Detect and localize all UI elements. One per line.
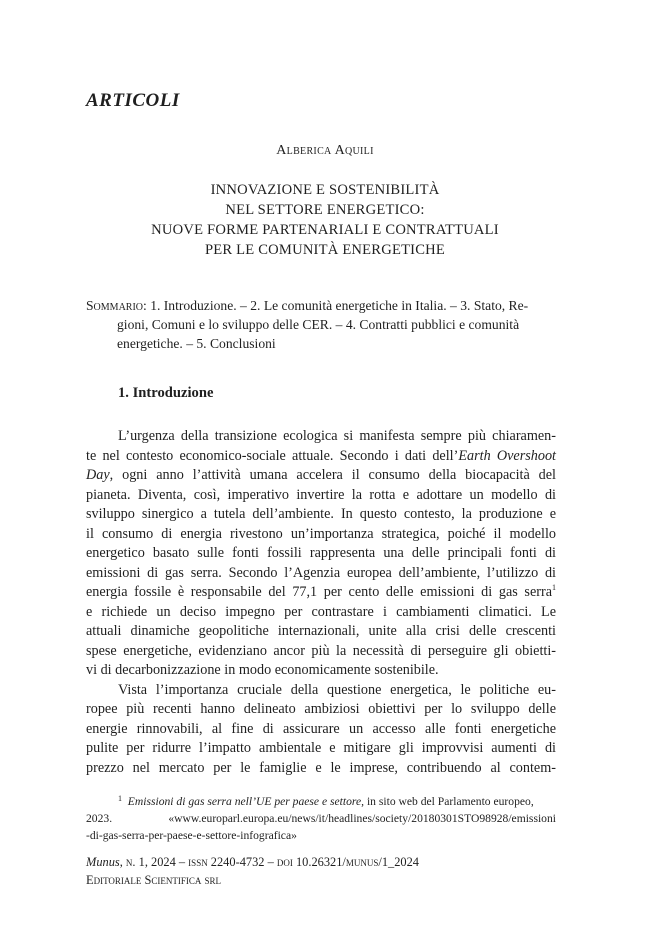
body-italic-run: Day xyxy=(86,467,110,483)
body-text-run: , ogni anno l’attività umana accelera il consumo della biocapacità del xyxy=(109,467,556,483)
body-line: energetico basato sulle fonti fossili rappresenta una delle principali fonti di xyxy=(86,545,556,561)
publisher: Editoriale Scientifica srl xyxy=(86,873,221,887)
summary-line: gioni, Comuni e lo sviluppo delle CER. – 4. Contratti pubblici e comunità xyxy=(117,317,520,332)
body-line: L’urgenza della transizione ecologica si manifesta sempre più chiaramen- xyxy=(118,428,556,444)
title-line: NUOVE FORME PARTENARIALI E CONTRATTUALI xyxy=(151,222,499,238)
body-line xyxy=(86,466,556,486)
footnote-line[interactable]: -di-gas-serra-per-paese-e-settore-infografica» xyxy=(86,829,297,842)
footnote-italic: Emissioni di gas serra nell’UE per paese e settore, xyxy=(127,795,365,808)
colophon xyxy=(86,853,419,889)
body-line: spese energetiche, evidenziano ancor più la necessità di perseguire gli obietti- xyxy=(86,642,556,659)
footnote-number: 1 xyxy=(118,794,122,803)
footnote-line[interactable]: 2023. «www.europarl.europa.eu/news/it/headlines/society/20180301STO98928/emissioni xyxy=(86,812,556,825)
body-line: vi di decarbonizzazione in modo economicamente sostenibile. xyxy=(86,662,439,678)
footnote xyxy=(86,793,556,844)
footnote-line xyxy=(86,793,556,810)
article-title xyxy=(100,180,550,260)
title-line: INNOVAZIONE E SOSTENIBILITÀ xyxy=(210,182,440,198)
body-text xyxy=(86,427,556,778)
title-line: NEL SETTORE ENERGETICO: xyxy=(225,202,425,218)
summary-label: Sommario xyxy=(86,298,144,313)
section-label: ARTICOLI xyxy=(86,90,180,111)
body-line: il consumo di energia rivestono un’importanza strategica, poiché il modello xyxy=(86,525,556,542)
body-line xyxy=(86,447,556,467)
summary-line: energetiche. – 5. Conclusioni xyxy=(117,336,276,351)
body-italic-run: Earth Overshoot xyxy=(458,447,556,464)
summary xyxy=(86,296,556,353)
body-text-run: energia fossile è responsabile del 77,1 per cento delle emissioni di gas serra xyxy=(86,584,552,600)
body-line: sviluppo sinergico a tutela dell’ambiente. In questo contesto, la produzione e xyxy=(86,506,556,522)
body-line: pianeta. Diventa, così, imperativo invertire la rotta e adottare un modello di xyxy=(86,486,556,503)
journal-details: , n. 1, 2024 – issn 2240-4732 – doi 10.26321/munus/1_2024 xyxy=(119,855,419,869)
body-line: e richiede un deciso impegno per contrastare i cambiamenti climatici. Le xyxy=(86,603,556,620)
body-line: attuali dinamiche geopolitiche internazionali, unite alla crisi delle crescenti xyxy=(86,623,556,639)
body-line: prezzo nel mercato per le famiglie e le imprese, contribuendo al contem- xyxy=(86,759,556,776)
body-line: ropee più recenti hanno delineato ambiziosi obiettivi per lo sviluppo delle xyxy=(86,701,556,717)
body-line: Vista l’importanza cruciale della questione energetica, le politiche eu- xyxy=(118,681,556,698)
footnote-ref[interactable]: 1 xyxy=(552,583,556,592)
body-line: energie rinnovabili, al fine di assicurare un accesso alle fonti energetiche xyxy=(86,720,556,737)
body-line: emissioni di gas serra. Secondo l’Agenzia europea dell’ambiente, l’utilizzo di xyxy=(86,564,556,581)
journal-name: Munus xyxy=(86,855,120,869)
body-line: pulite per ridurre l’impatto ambientale e mitigare gli improvvisi aumenti di xyxy=(86,740,556,756)
footnote-text: in sito web del Parlamento europeo, xyxy=(364,795,534,808)
author-name: Alberica Aquili xyxy=(276,143,374,158)
body-text-run: te nel contesto economico-sociale attuale. Secondo i dati dell’ xyxy=(86,447,459,464)
journal-info xyxy=(86,853,419,871)
summary-line xyxy=(86,296,556,315)
body-line xyxy=(86,583,556,603)
section-heading: 1. Introduzione xyxy=(118,385,214,401)
summary-text: : 1. Introduzione. – 2. Le comunità energetiche in Italia. – 3. Stato, Re- xyxy=(143,298,529,313)
title-line: PER LE COMUNITÀ ENERGETICHE xyxy=(204,242,446,258)
